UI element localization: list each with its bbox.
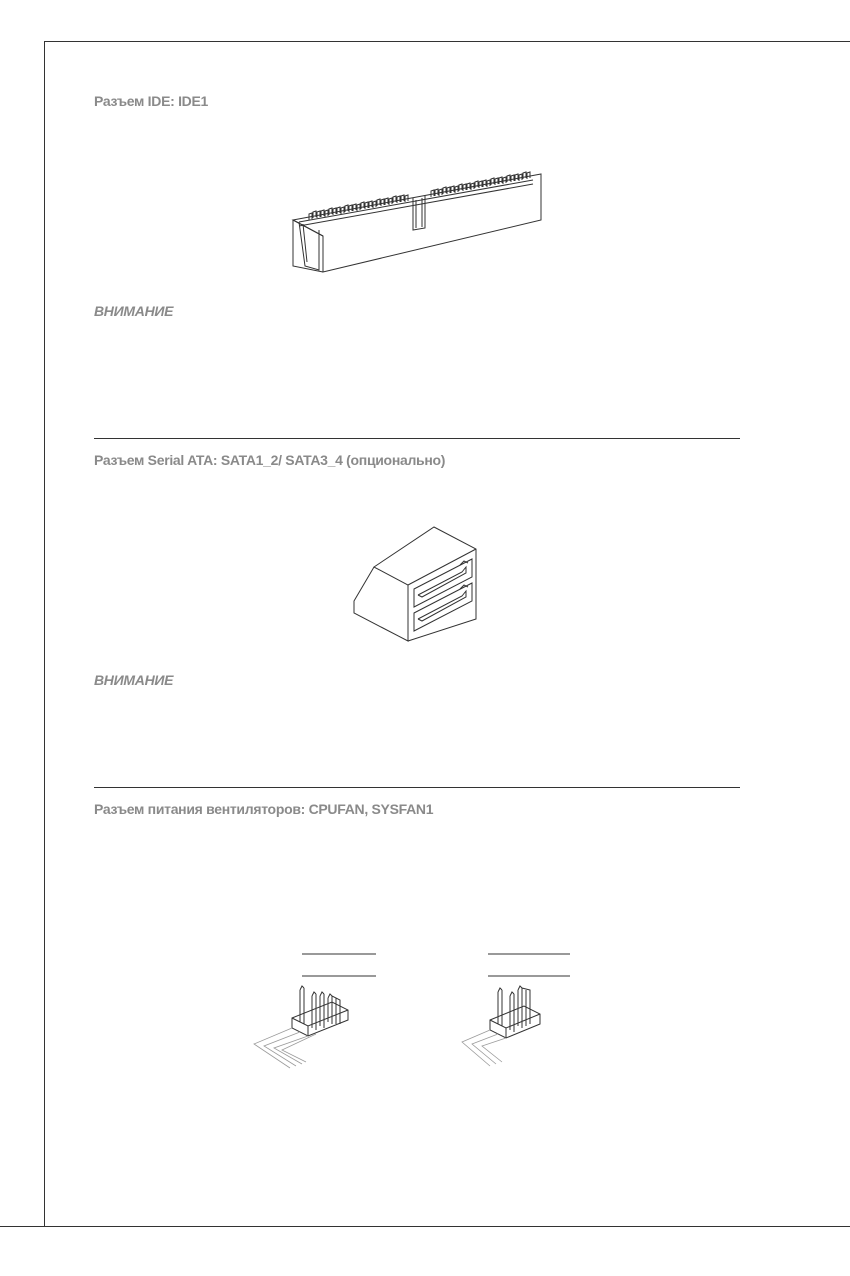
page-frame-bottom <box>0 1226 850 1227</box>
ide-connector-illustration <box>285 170 550 275</box>
ide-note: ВНИМАНИЕ <box>94 303 174 319</box>
page-frame-top <box>44 41 850 42</box>
section-divider <box>94 787 740 788</box>
sysfan-connector-illustration <box>460 950 580 1075</box>
fan-heading: Разъем питания вентиляторов: CPUFAN, SYSFAN1 <box>94 801 434 817</box>
sata-note: ВНИМАНИЕ <box>94 672 174 688</box>
page-frame-left <box>44 41 45 1226</box>
ide-heading: Разъем IDE: IDE1 <box>94 93 208 109</box>
sata-heading: Разъем Serial ATA: SATA1_2/ SATA3_4 (опционально) <box>94 452 446 468</box>
sata-connector-illustration <box>352 525 482 645</box>
cpufan-connector-illustration <box>250 950 380 1075</box>
section-divider <box>94 438 740 439</box>
